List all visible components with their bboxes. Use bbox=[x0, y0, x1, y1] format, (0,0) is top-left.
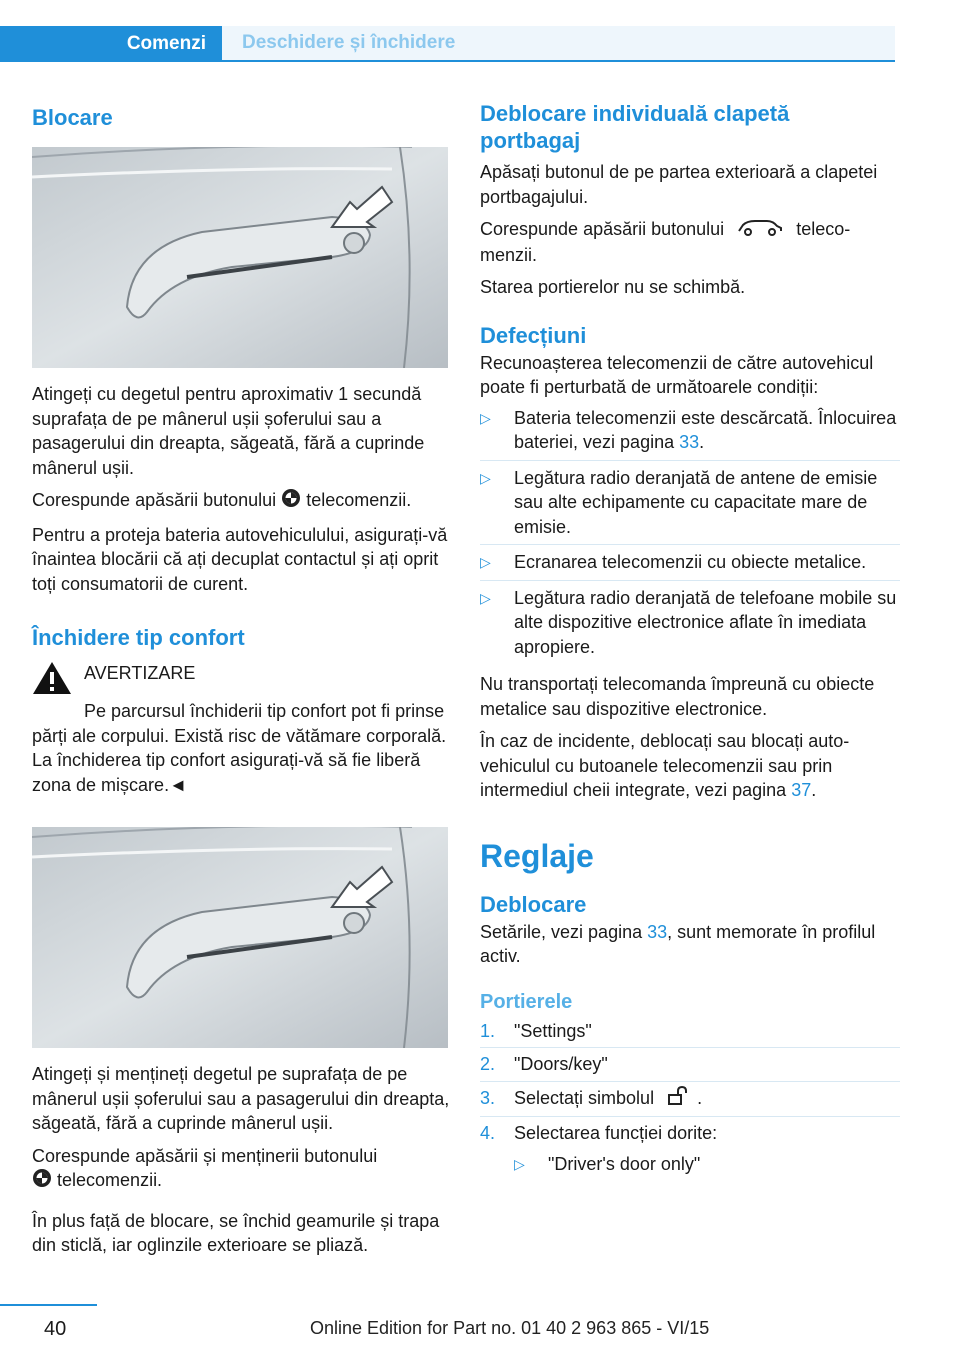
text-defectiuni-3: În caz de incidente, deblocați sau blocați autovehiculul cu butoanele telecomenzii sau prin intermediul cheii integrate, vezi pagina bbox=[480, 731, 850, 800]
step-text-end: . bbox=[697, 1087, 703, 1108]
paragraph-blocare-1: Atingeți cu degetul pentru aproximativ 1 secundă suprafața de pe mânerul ușii șoferului sau a pasagerului din dreapta, săgeată, fără a cuprinde mânerul ușii. bbox=[32, 384, 425, 478]
text-defectiuni-3-end: . bbox=[811, 780, 817, 800]
footer-rule bbox=[0, 1304, 97, 1306]
paragraph-deblocare bbox=[480, 920, 900, 969]
page-link-33[interactable]: 33 bbox=[679, 432, 700, 452]
bmw-logo-icon bbox=[281, 488, 301, 515]
page-link-33[interactable]: 33 bbox=[647, 921, 668, 942]
bullet-marker: ▷ bbox=[480, 589, 491, 606]
warning-box bbox=[32, 661, 452, 695]
tab-deschidere: Deschidere și închidere bbox=[222, 26, 895, 60]
step-text: "Doors/key" bbox=[514, 1054, 608, 1074]
paragraph-portbagaj-1: Apăsați butonul de pe partea exterioară a clapetei portbagajului. bbox=[480, 162, 878, 207]
step-item bbox=[480, 1121, 900, 1180]
heading-deblocare: Deblocare bbox=[480, 891, 587, 917]
paragraph-defectiuni-3 bbox=[480, 729, 900, 803]
left-column bbox=[32, 100, 452, 1258]
step-number: 3. bbox=[480, 1087, 496, 1108]
paragraph-defectiuni-2: Nu transportați telecomanda împreună cu obiecte metalice sau dispozitive electronice. bbox=[480, 674, 875, 719]
text-confort-2b: telecomenzii. bbox=[57, 1170, 163, 1190]
paragraph-portbagaj-2 bbox=[480, 217, 900, 267]
heading-portierele: Portierele bbox=[480, 990, 573, 1013]
header-rule bbox=[0, 60, 895, 62]
step-text: Selectarea funcției dorite: bbox=[514, 1123, 718, 1143]
car-trunk-icon bbox=[737, 218, 783, 243]
bullet-marker: ▷ bbox=[480, 469, 491, 486]
list-item-text: Legătura radio deranjată de antene de emisie sau alte echipamente cu capacitate mare de emisie. bbox=[514, 467, 878, 537]
bullet-marker: ▷ bbox=[480, 554, 491, 570]
list-item bbox=[480, 550, 900, 581]
heading-inchidere-confort: Închidere tip confort bbox=[32, 625, 245, 650]
list-item bbox=[480, 586, 900, 665]
heading-deblocare-portbagaj: Deblocare individuală clapetă portbagaj bbox=[480, 101, 790, 153]
text-deblocare: Setările, vezi pagina bbox=[480, 921, 648, 942]
sub-list-item bbox=[514, 1152, 900, 1177]
paragraph-blocare-3: Pentru a proteja bateria autovehiculului, asigurați-vă înaintea blocării că ați decuplat contactul și ați oprit toți consumatorii de curent. bbox=[32, 524, 448, 594]
list-item-text: Legătura radio deranjată de telefoane mobile su alte dispozitive electronice aflate în imediata apropiere. bbox=[514, 587, 897, 657]
list-item bbox=[480, 406, 900, 461]
step-text: "Settings" bbox=[514, 1020, 592, 1041]
portierele-steps bbox=[480, 1019, 900, 1181]
list-item-text: Bateria telecomenzii este descărcată. Înlocuirea bateriei, vezi pagina bbox=[514, 407, 897, 452]
step-item bbox=[480, 1052, 900, 1082]
sub-list-text: "Driver's door only" bbox=[548, 1153, 701, 1174]
heading-defectiuni: Defecțiuni bbox=[480, 322, 587, 348]
unlock-symbol-icon bbox=[667, 1086, 689, 1113]
text-blocare-2b: telecomenzii. bbox=[306, 490, 412, 510]
page-link-37[interactable]: 37 bbox=[791, 780, 812, 800]
text-blocare-2a: Corespunde apăsării butonului bbox=[32, 490, 277, 510]
list-item bbox=[480, 466, 900, 546]
tab-comenzi: Comenzi bbox=[0, 26, 222, 62]
paragraph-defectiuni-1: Recunoașterea telecomenzii de către autovehicul poate fi perturbată de următoarele condiții: bbox=[480, 352, 874, 397]
paragraph-confort-1: Atingeți și mențineți degetul pe suprafața de pe mânerul ușii șoferului sau a pasagerului din dreapta, săgeată, fără a cuprinde mânerul ușii. bbox=[32, 1064, 450, 1133]
text-confort-2a: Corespunde apăsării și menținerii butonului bbox=[32, 1145, 378, 1166]
list-item-text: Ecranarea telecomenzii cu obiecte metalice. bbox=[514, 552, 867, 572]
bmw-logo-icon bbox=[32, 1168, 52, 1195]
step-item bbox=[480, 1086, 900, 1118]
text-portbagaj-2a: Corespunde apăsării butonului bbox=[480, 219, 725, 239]
door-handle-image-1 bbox=[32, 147, 448, 368]
page-number: 40 bbox=[44, 1318, 67, 1340]
heading-blocare: Blocare bbox=[32, 105, 113, 130]
right-column bbox=[480, 100, 900, 1184]
warning-title: AVERTIZARE bbox=[84, 663, 196, 683]
bullet-marker: ▷ bbox=[514, 1155, 525, 1172]
list-item-text-end: . bbox=[699, 432, 705, 452]
edition-text: Online Edition for Part no. 01 40 2 963 865 - VI/15 bbox=[310, 1318, 710, 1338]
paragraph-confort-2 bbox=[32, 1144, 452, 1195]
step-item bbox=[480, 1019, 900, 1049]
heading-reglaje: Reglaje bbox=[480, 837, 594, 874]
step-number: 2. bbox=[480, 1054, 496, 1074]
step-number: 4. bbox=[480, 1123, 496, 1143]
warning-triangle-icon bbox=[32, 661, 72, 695]
paragraph-portbagaj-3: Starea portierelor nu se schimbă. bbox=[480, 277, 746, 297]
paragraph-confort-3: În plus față de blocare, se închid geamurile și trapa din sticlă, iar oglinzile exterioare se pliază. bbox=[32, 1210, 440, 1255]
door-handle-image-2 bbox=[32, 827, 448, 1048]
paragraph-blocare-2 bbox=[32, 488, 452, 515]
text-portbagaj-2b: telecomenzii. bbox=[480, 219, 851, 265]
text-deblocare-end: , sunt memorate în profilul activ. bbox=[480, 921, 876, 966]
defectiuni-list bbox=[480, 406, 900, 665]
step-text: Selectați simbolul bbox=[514, 1087, 655, 1108]
bullet-marker: ▷ bbox=[480, 409, 491, 426]
step-number: 1. bbox=[480, 1020, 496, 1041]
warning-text: Pe parcursul închiderii tip confort pot fi prinse părți ale corpului. Există risc de vătămare corporală. La închiderea tip confort asigurați-vă să fie liberă zona de mișcare.◄ bbox=[32, 701, 447, 795]
